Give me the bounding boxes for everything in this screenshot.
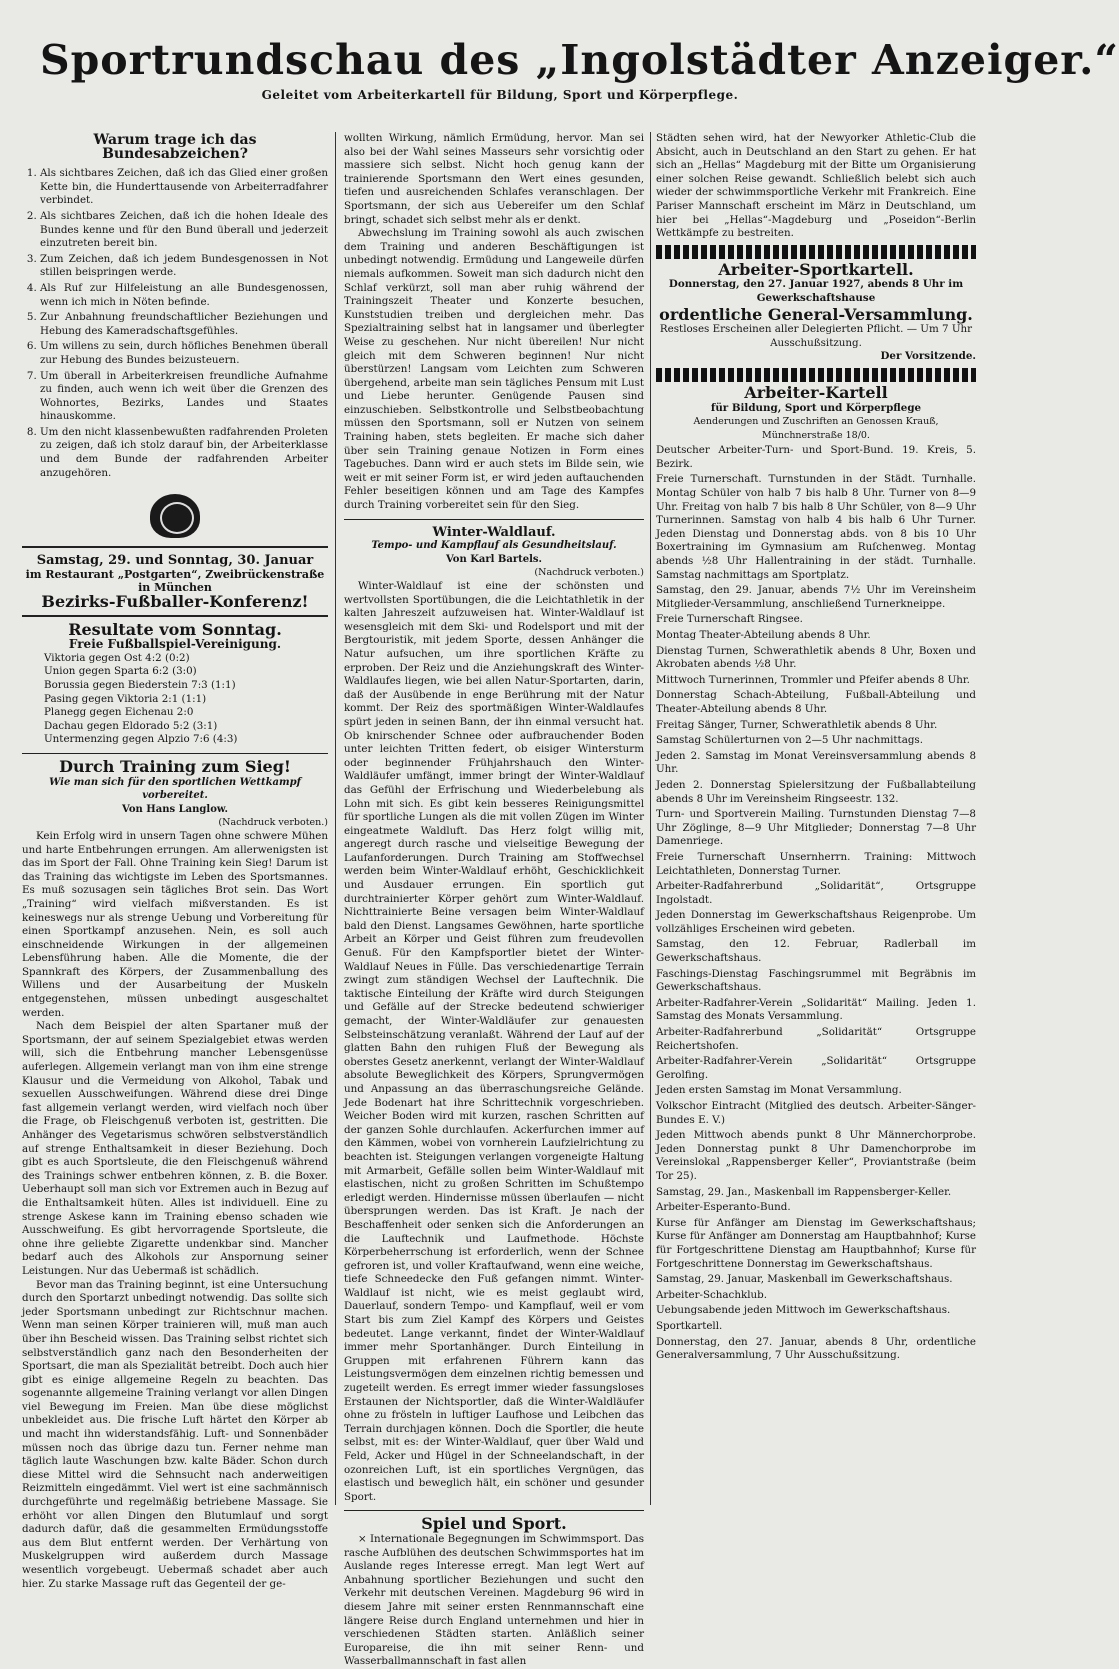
- club-entry: Mittwoch Turnerinnen, Trommler und Pfeifer abends 8 Uhr.: [656, 673, 970, 686]
- divider: [344, 519, 644, 520]
- conference-place: im Restaurant „Postgarten“, Zweibrückenstraße in München: [25, 567, 325, 595]
- result-row: Dachau gegen Eldorado 5:2 (3:1): [44, 719, 218, 732]
- club-entry: Samstag, 29. Januar, Maskenball im Gewerkschaftshaus.: [656, 1273, 953, 1286]
- bundesabzeichen-emblem-icon: [150, 494, 200, 538]
- divider: [22, 615, 328, 617]
- club-entry: Kurse für Anfänger am Dienstag im Gewerkschaftshaus; Kurse für Anfänger am Donnerstag am Hauptbahnhof; Kurse für Fortgeschrittene Dienstag am Hauptbahnhof; Kurse für Fortgeschrittene Donnerstag im Gewerkschaftshaus.: [656, 1216, 976, 1270]
- winter-author: Von Karl Bartels.: [445, 553, 543, 565]
- club-entry: Deutscher Arbeiter-Turn- und Sport-Bund. 19. Kreis, 5. Bezirk.: [656, 444, 976, 470]
- column-divider: [650, 132, 651, 1505]
- list-item: 8. Um den nicht klassenbewußten radfahrenden Proleten zu zeigen, daß ich stolz darauf bin, der Arbeiterklasse und dem Bunde der radfahrenden Arbeiter anzugehören.: [40, 426, 328, 480]
- club-entry: Jeden ersten Samstag im Monat Versammlung.: [656, 1084, 902, 1097]
- training-author: Von Hans Langlow.: [122, 803, 228, 815]
- club-entry: Jeden Donnerstag im Gewerkschaftshaus Reigenprobe. Um vollzähliges Erscheinen wird gebeten.: [656, 909, 976, 935]
- column-1: [22, 132, 328, 1590]
- club-entry: Arbeiter-Radfahrerbund „Solidarität“ Ortsgruppe Reichertshofen.: [656, 1026, 976, 1052]
- club-entry: Samstag Schülerturnen von 2—5 Uhr nachmittags.: [656, 734, 923, 747]
- list-item: 5. Zur Anbahnung freundschaftlicher Beziehungen und Hebung des Kameradschaftsgefühles.: [40, 311, 328, 338]
- masthead: [40, 36, 1119, 102]
- training-note: (Nachdruck verboten.): [218, 817, 328, 829]
- result-row: Viktoria gegen Ost 4:2 (0:2): [44, 651, 190, 664]
- list-item: 6. Um willens zu sein, durch höfliches Benehmen überall zur Hebung des Bundes beizusteuern.: [40, 340, 328, 367]
- arbeiterkartell-changes: Aenderungen und Zuschriften an Genossen Krauß, Münchnerstraße 18/0.: [693, 416, 939, 441]
- club-entry: Uebungsabende jeden Mittwoch im Gewerkschaftshaus.: [656, 1304, 951, 1317]
- club-entry: Dienstag Turnen, Schwerathletik abends 8 Uhr, Boxen und Akrobaten abends ½8 Uhr.: [656, 644, 976, 671]
- club-entry: Freie Turnerschaft Unsernherrn. Training: Mittwoch Leichtathleten, Donnerstag Turner.: [656, 850, 976, 877]
- club-entry: Jeden 2. Donnerstag Spielersitzung der Fußballabteilung abends 8 Uhr im Vereinsheim Ringseestr. 132.: [656, 778, 976, 805]
- decorative-border: [656, 368, 976, 382]
- paragraph: Kein Erfolg wird in unsern Tagen ohne schwere Mühen und harte Entbehrungen errungen. Am allerwenigsten ist das im Sport der Fall. Ohne Training kein Sieg! Darum ist das Training das wichtigste im Leben des Sportsmannes. Es muß sozusagen sein tägliches Brot sein. Das Wort „Training“ wird vielfach mißverstanden. Es ist keineswegs nur als strenge Uebung und Vorbereitung für einen Sportkampf anzusehen. Nein, es soll auch einschneidende Wirkungen in der allgemeinen Lebensführung haben. Alle die Momente, die der Spannkraft des Körpers, der Zusammenballung des Willens und der Ausarbeitung der Muskeln entgegenstehen, müssen unbedingt ausgeschaltet werden.: [22, 829, 328, 1019]
- club-entry: Samstag, 29. Jan., Maskenball im Rappensberger-Keller.: [656, 1185, 952, 1198]
- club-entry: Arbeiter-Radfahrer-Verein „Solidarität“ Mailing. Jeden 1. Samstag des Monats Versammlung.: [656, 996, 976, 1023]
- club-listings: [656, 444, 976, 1362]
- sportkartell-event: ordentliche General-Versammlung.: [659, 304, 973, 324]
- paragraph: Städten sehen wird, hat der Newyorker Athletic-Club die Absicht, auch in Deutschland an den Start zu gehen. Er hat sich an „Hellas“ Magdeburg mit der Bitte um Organisierung einer solchen Reise gewandt. Schließlich belebt sich auch wieder der schwimmsportliche Verkehr mit Frankreich. Eine Pariser Mannschaft erscheint im März in Deutschland, um hier bei „Hellas“-Magdeburg und „Poseidon“-Berlin Wettkämpfe zu bestreiten.: [656, 132, 976, 240]
- club-entry: Arbeiter-Esperanto-Bund.: [656, 1201, 791, 1214]
- club-entry: Freie Turnerschaft. Turnstunden in der Städt. Turnhalle. Montag Schüler von halb 7 bis halb 8 Uhr. Turner von 8—9 Uhr. Freitag von halb 7 bis halb 8 Uhr Schüler, von 8—9 Uhr Turnerinnen. Samstag von halb 4 bis halb 6 Uhr Turner. Jeden Dienstag und Donnerstag abds. von 8 bis 10 Uhr Boxertraining im Gymnasium am Ruſchenweg. Montag abends ½8 Uhr Hallentraining in der städt. Turnhalle. Samstag nachmittags am Sportplatz.: [656, 473, 976, 581]
- club-entry: Arbeiter-Radfahrerbund „Solidarität“, Ortsgruppe Ingolstadt.: [656, 880, 976, 906]
- club-entry: Sportkartell.: [656, 1319, 723, 1332]
- club-entry: Jeden 2. Samstag im Monat Vereinsversammlung abends 8 Uhr.: [656, 749, 976, 776]
- sportkartell-title: Arbeiter-Sportkartell.: [718, 259, 914, 279]
- results-title: Resultate vom Sonntag.: [68, 619, 282, 639]
- paragraph: Bevor man das Training beginnt, ist eine Untersuchung durch den Sportarzt unbedingt notwendig. Das sollte sich jeder Sportsmann unbedingt zur Richtschnur machen. Wenn man seinen Körper trainieren will, muß man auch über ihn Bescheid wissen. Das Training selbst richtet sich selbstverständlich ganz nach den Besonderheiten der Sportsart, die man als Spezialität betreibt. Doch auch hier gibt es einige allgemeine Regeln zu beachten. Das sogenannte allgemeine Training verlangt vor allen Dingen viel Bewegung im Freien. Man übe diese möglichst unbekleidet aus. Die frische Luft härtet den Körper ab und macht ihn widerstandsfähig. Luft- und Sonnenbäder müssen noch das übrige dazu tun. Ferner nehme man täglich laute Waschungen bzw. kalte Bäder. Schon durch diese Mittel wird die Sehnsucht nach anderweitigen Reizmitteln eingedämmt. Viel wert ist eine sachmännisch durchgeführte und regelmäßig betriebene Massage. Sie erhöht vor allen Dingen den Blutumlauf und sorgt dadurch dafür, daß die gesammelten Ermüdungsstoffe aus dem Blut entfernt werden. Der Verhärtung von Muskelgruppen wird außerdem durch Massage wesentlich vorgebeugt. Uebermaß schadet aber auch hier. Zu starke Massage ruft das Gegenteil der ge-: [22, 1278, 328, 1590]
- column-divider: [335, 132, 336, 1505]
- result-row: Union gegen Sparta 6:2 (3:0): [44, 665, 197, 678]
- club-entry: Turn- und Sportverein Mailing. Turnstunden Dienstag 7—8 Uhr Zöglinge, 8—9 Uhr Mitglieder; Donnerstag 7—8 Uhr Damenriege.: [656, 808, 976, 848]
- club-entry: Faschings-Dienstag Faschingsrummel mit Begräbnis im Gewerkschaftshaus.: [656, 967, 976, 994]
- results-club: Freie Fußballspiel-Vereinigung.: [68, 637, 282, 652]
- column-3: [656, 132, 976, 1505]
- result-row: Borussia gegen Biederstein 7:3 (1:1): [44, 679, 236, 691]
- winter-title: Winter-Waldlauf.: [432, 524, 556, 540]
- list-item: 1. Als sichtbares Zeichen, daß ich das Glied einer großen Kette bin, die Hunderttausende von Arbeiterradfahrer verbindet.: [40, 167, 328, 208]
- decorative-border: [656, 245, 976, 259]
- paragraph: Abwechslung im Training sowohl als auch zwischen dem Training und anderen Beschäftigungen ist unbedingt notwendig. Ermüdung und Langeweile dürfen niemals aufkommen. Soweit man sich dadurch nicht den Schlaf verkürzt, soll man aber ruhig während der Trainingszeit Theater und Konzerte besuchen, Kunststudien treiben und dergleichen mehr. Das Spezialtraining selbst hat in langsamer und überlegter Weise zu geschehen. Nur nicht übereilen! Nur nicht gleich mit dem Schweren beginnen! Nur nicht überstürzen! Langsam vom Leichten zum Schweren übergehend, arbeite man sein tägliches Pensum mit Lust und Liebe herunter. Genügende Pausen sind einzuschieben. Selbstkontrolle und Selbstbeobachtung müssen den Sportsmann, soll er Nutzen von seinem Training haben, stets begleiten. Er mache sich daher über sein Training genaue Notizen in Form eines Tagebuches. Dann wird er auch stets im Bilde sein, wie weit er mit seiner Form ist, er wird jeden auftauchenden Fehler beseitigen können und am Tage des Kampfes durch Training vorbereitet sein für den Sieg.: [344, 227, 644, 512]
- paragraph: Nach dem Beispiel der alten Spartaner muß der Sportsmann, der auf seinem Spezialgebiet etwas werden will, sich die Entbehrung mancher Lebensgenüsse auferlegen. Allgemein verlangt man von ihm eine strenge Klausur und die Vermeidung von Alkohol, Tabak und sexuellen Ausschweifungen. Während diese drei Dinge fast allgemein verlangt werden, wird vielfach noch über die Frage, ob Fleischgenuß verboten ist, gestritten. Die Anhänger des Vegetarismus schwören selbstverständlich auf strenge Enthaltsamkeit in dieser Beziehung. Doch gibt es auch Sportsleute, die den Fleischgenuß während des Trainings schwer entbehren können, z. B. die Boxer. Ueberhaupt soll man sich vor Extremen auch in Bezug auf die Enthaltsamkeit hüten. Alles ist individuell. Eine zu strenge Askese kann im Training ebenso schaden wie Ausschweifung. Es gibt hervorragende Sportsleute, die ohne ihre geliebte Zigarette undenkbar sind. Mancher bedarf auch des Alkohols zur Anspornung seiner Leistungen. Nur das Uebermaß ist schädlich.: [22, 1020, 328, 1277]
- newspaper-title: Sportrundschau des „Ingolstädter Anzeiger.“: [40, 36, 1119, 84]
- club-entry: Donnerstag Schach-Abteilung, Fußball-Abteilung und Theater-Abteilung abends 8 Uhr.: [656, 689, 976, 715]
- paragraph: wollten Wirkung, nämlich Ermüdung, hervor. Man sei also bei der Wahl seines Masseurs sehr vorsichtig oder massiere sich selbst. Nicht hoch genug kann der trainierende Sportsmann den Wert eines gesunden, tiefen und ausreichenden Schlafes veranschlagen. Der Sportsmann, der sich aus Uebereifer um den Schlaf bringt, schadet sich selbst mehr als er denkt.: [344, 132, 644, 226]
- result-row: Untermenzing gegen Alpzio 7:6 (4:3): [44, 733, 238, 746]
- club-entry: Samstag, den 12. Februar, Radlerball im Gewerkschaftshaus.: [656, 938, 976, 965]
- divider: [22, 546, 328, 548]
- divider: [344, 1510, 644, 1511]
- club-entry: Samstag, den 29. Januar, abends 7½ Uhr im Vereinsheim Mitglieder-Versammlung, anschließend Turnerkneippe.: [656, 584, 976, 610]
- conference-title: Bezirks-Fußballer-Konferenz!: [41, 592, 309, 612]
- club-entry: Freie Turnerschaft Ringsee.: [656, 613, 803, 626]
- column-2: [344, 132, 644, 1668]
- arbeiterkartell-subtitle: für Bildung, Sport und Körperpflege: [710, 401, 922, 414]
- badge-heading: Warum trage ich das Bundesabzeichen?: [93, 132, 257, 162]
- sportkartell-signature: Der Vorsitzende.: [880, 350, 976, 363]
- winter-note: (Nachdruck verboten.): [534, 567, 644, 579]
- training-subtitle: Wie man sich für den sportlichen Wettkampf vorbereitet.: [49, 776, 301, 802]
- club-entry: Donnerstag, den 27. Januar, abends 8 Uhr, ordentliche Generalversammlung, 7 Uhr Ausschußsitzung.: [656, 1335, 976, 1362]
- club-entry: Montag Theater-Abteilung abends 8 Uhr.: [656, 629, 871, 641]
- sportkartell-date: Donnerstag, den 27. Januar 1927, abends 8 Uhr im Gewerkschaftshause: [668, 278, 964, 304]
- club-entry: Arbeiter-Schachklub.: [656, 1288, 767, 1301]
- club-entry: Volkschor Eintracht (Mitglied des deutsch. Arbeiter-Sänger-Bundes E. V.): [656, 1100, 976, 1126]
- list-item: 3. Zum Zeichen, daß ich jedem Bundesgenossen in Not stillen beispringen werde.: [40, 253, 328, 280]
- sportkartell-note: Restloses Erscheinen aller Delegierten Pflicht. — Um 7 Uhr Ausschußsitzung.: [659, 323, 973, 349]
- results-list: [44, 652, 328, 747]
- spiel-title: Spiel und Sport.: [421, 1514, 567, 1534]
- club-entry: Freitag Sänger, Turner, Schwerathletik abends 8 Uhr.: [656, 718, 938, 731]
- training-title: Durch Training zum Sieg!: [59, 756, 291, 776]
- club-entry: Jeden Mittwoch abends punkt 8 Uhr Männerchorprobe. Jeden Donnerstag punkt 8 Uhr Damenchorprobe im Vereinslokal „Rappensberger Keller“, Proviantstraße (beim Tor 25).: [656, 1129, 976, 1182]
- newspaper-subtitle: Geleitet vom Arbeiterkartell für Bildung, Sport und Körperpflege.: [261, 88, 739, 102]
- winter-subtitle: Tempo- und Kampflauf als Gesundheitslauf.: [371, 540, 617, 552]
- arbeiterkartell-title: Arbeiter-Kartell: [744, 382, 888, 402]
- club-entry: Arbeiter-Radfahrer-Verein „Solidarität“ Ortsgruppe Gerolfing.: [656, 1055, 976, 1081]
- result-row: Pasing gegen Viktoria 2:1 (1:1): [44, 692, 207, 705]
- badge-list: [22, 167, 328, 480]
- paragraph: × Internationale Begegnungen im Schwimmsport. Das rasche Aufblühen des deutschen Schwimmsportes hat im Auslande reges Interesse erregt. Man legt Wert auf Anbahnung sportlicher Beziehungen und sucht den Verkehr mit deutschen Vereinen. Magdeburg 96 wird in diesem Jahre mit seiner ersten Rennmannschaft eine längere Reise durch England unternehmen und hier in verschiedenen Städten starten. Anläßlich seiner Europareise, die ihn mit seiner Renn- und Wasserballmannschaft in fast allen: [344, 1532, 644, 1668]
- list-item: 7. Um überall in Arbeiterkreisen freundliche Aufnahme zu finden, auch wenn ich weit über die Grenzen des Wohnortes, Bezirks, Landes und Staates hinauskomme.: [40, 370, 328, 424]
- result-row: Planegg gegen Eichenau 2:0: [44, 706, 194, 719]
- paragraph: Winter-Waldlauf ist eine der schönsten und wertvollsten Sportübungen, die die Leichtathletik in der kalten Jahreszeit aufzuweisen hat. Winter-Waldlauf ist wesensgleich mit dem Ski- und Rodelsport und mit der Bergtouristik, mit jedem Sporte, dessen Anhänger die Natur aufsuchen, um ihre sportlichen Kräfte zu erproben. Der Reiz und die Anziehungskraft des Winter-Waldlaufes liegen, wie bei allen Natur-Sportarten, darin, daß der Ausübende in enge Berührung mit der Natur kommt. Der Reiz des sportmäßigen Winter-Waldlaufes spürt jeden in seinen Bann, der ihn einmal versucht hat. Ob knirschender Schnee oder aufbrauchender Boden unter leichten Tritten federt, ob eisiger Wintersturm oder beginnender Frühjahrshauch den Winter-Waldläufer umfängt, immer bringt der Winter-Waldlauf das Gefühl der Erfrischung und Wiederbelebung als Lohn mit sich. Es gibt kein besseres Reinigungsmittel für sportliche Lungen als die mit vollen Zügen im Winter eingeatmete Waldluft. Das Herz folgt willig mit, angeregt durch rasche und vielseitige Bewegung der Laufanforderungen. Durch Training am Stoffwechsel werden beim Winter-Waldlauf erhöht, Geschicklichkeit und Ausdauer errungen. Ein sportlich gut durchtrainierter Körper gehört zum Winter-Waldlauf. Nichttrainierte Beine versagen beim Winter-Waldlauf bald den Dienst. Langsames Gewöhnen, harte sportliche Arbeit an Körper und Geist führen zum freudevollen Genuß. Für den Kampfsportler bietet der Winter-Waldlauf Neues in Fülle. Das verschiedenartige Terrain zwingt zum ständigen Wechsel der Lauftechnik. Die taktische Einteilung der Kräfte wird durch Steigungen und Gefälle auf der Strecke bedeutend schwieriger gemacht, der Winter-Waldläufer zur genauesten Selbsteinschätzung veranlaßt. Während der Lauf auf der glatten Bahn den ruhigen Fluß der Bewegung als oberstes Gesetz anerkennt, verlangt der Winter-Waldlauf absolute Beweglichkeit des Körpers, Sprungvermögen und Anpassung an das überraschungsreiche Gelände. Jede Bodenart hat ihre Schrittechnik vorgeschrieben. Weicher Boden wird mit kurzen, raschen Schritten auf der ganzen Sohle durchlaufen. Ackerfurchen immer auf den Kämmen, wobei von vornherein Laufzielrichtung zu beachten ist. Steigungen verlangen vorgeneigte Haltung mit Armarbeit, Gefälle sollen beim Winter-Waldlauf mit elastischen, nicht zu großen Schritten im Schußtempo erledigt werden. Hindernisse müssen überlaufen — nicht übersprungen werden. Das ist Kraft. Je nach der Beschaffenheit oder senken sich die Anforderungen an die Lauftechnik und Laufmethode. Höchste Körperbeherrschung ist erforderlich, wenn der Schnee gefroren ist, und voller Kraftaufwand, wenn eine weiche, tiefe Schneedecke den Fuß gefangen nimmt. Winter-Waldlauf ist nicht, wie es meist geglaubt wird, Dauerlauf, sondern Tempo- und Kampflauf, weil er vom Start bis zum Ziel Kampf des Körpers und Geistes bedeutet. Lange verkannt, findet der Winter-Waldlauf immer mehr Sportanhänger. Durch Einteilung in Gruppen mit erfahrenen Führern kann das Leistungsvermögen dem einzelnen richtig bemessen und zugeteilt werden. Es erregt immer wieder fassungsloses Erstaunen der Nichtsportler, daß die Winter-Waldläufer ohne zu frösteln in luftiger Laufhose und Leibchen das Terrain durchjagen können. Doch die Sportler, die heute selbst, mit es: der Winter-Waldlauf, quer über Wald und Feld, Acker und Hügel in der Schneelandschaft, in der ozonreichen Luft, ist ein sportliches Vergnügen, das elastisch und beweglich hält, ein schöner und gesunder Sport.: [344, 580, 644, 1503]
- divider: [22, 753, 328, 754]
- conference-date: Samstag, 29. und Sonntag, 30. Januar: [36, 553, 314, 569]
- list-item: 4. Als Ruf zur Hilfeleistung an alle Bundesgenossen, wenn ich mich in Nöten befinde.: [40, 282, 328, 309]
- list-item: 2. Als sichtbares Zeichen, daß ich die hohen Ideale des Bundes kenne und für den Bund überall und jederzeit einzutreten bereit bin.: [40, 210, 328, 251]
